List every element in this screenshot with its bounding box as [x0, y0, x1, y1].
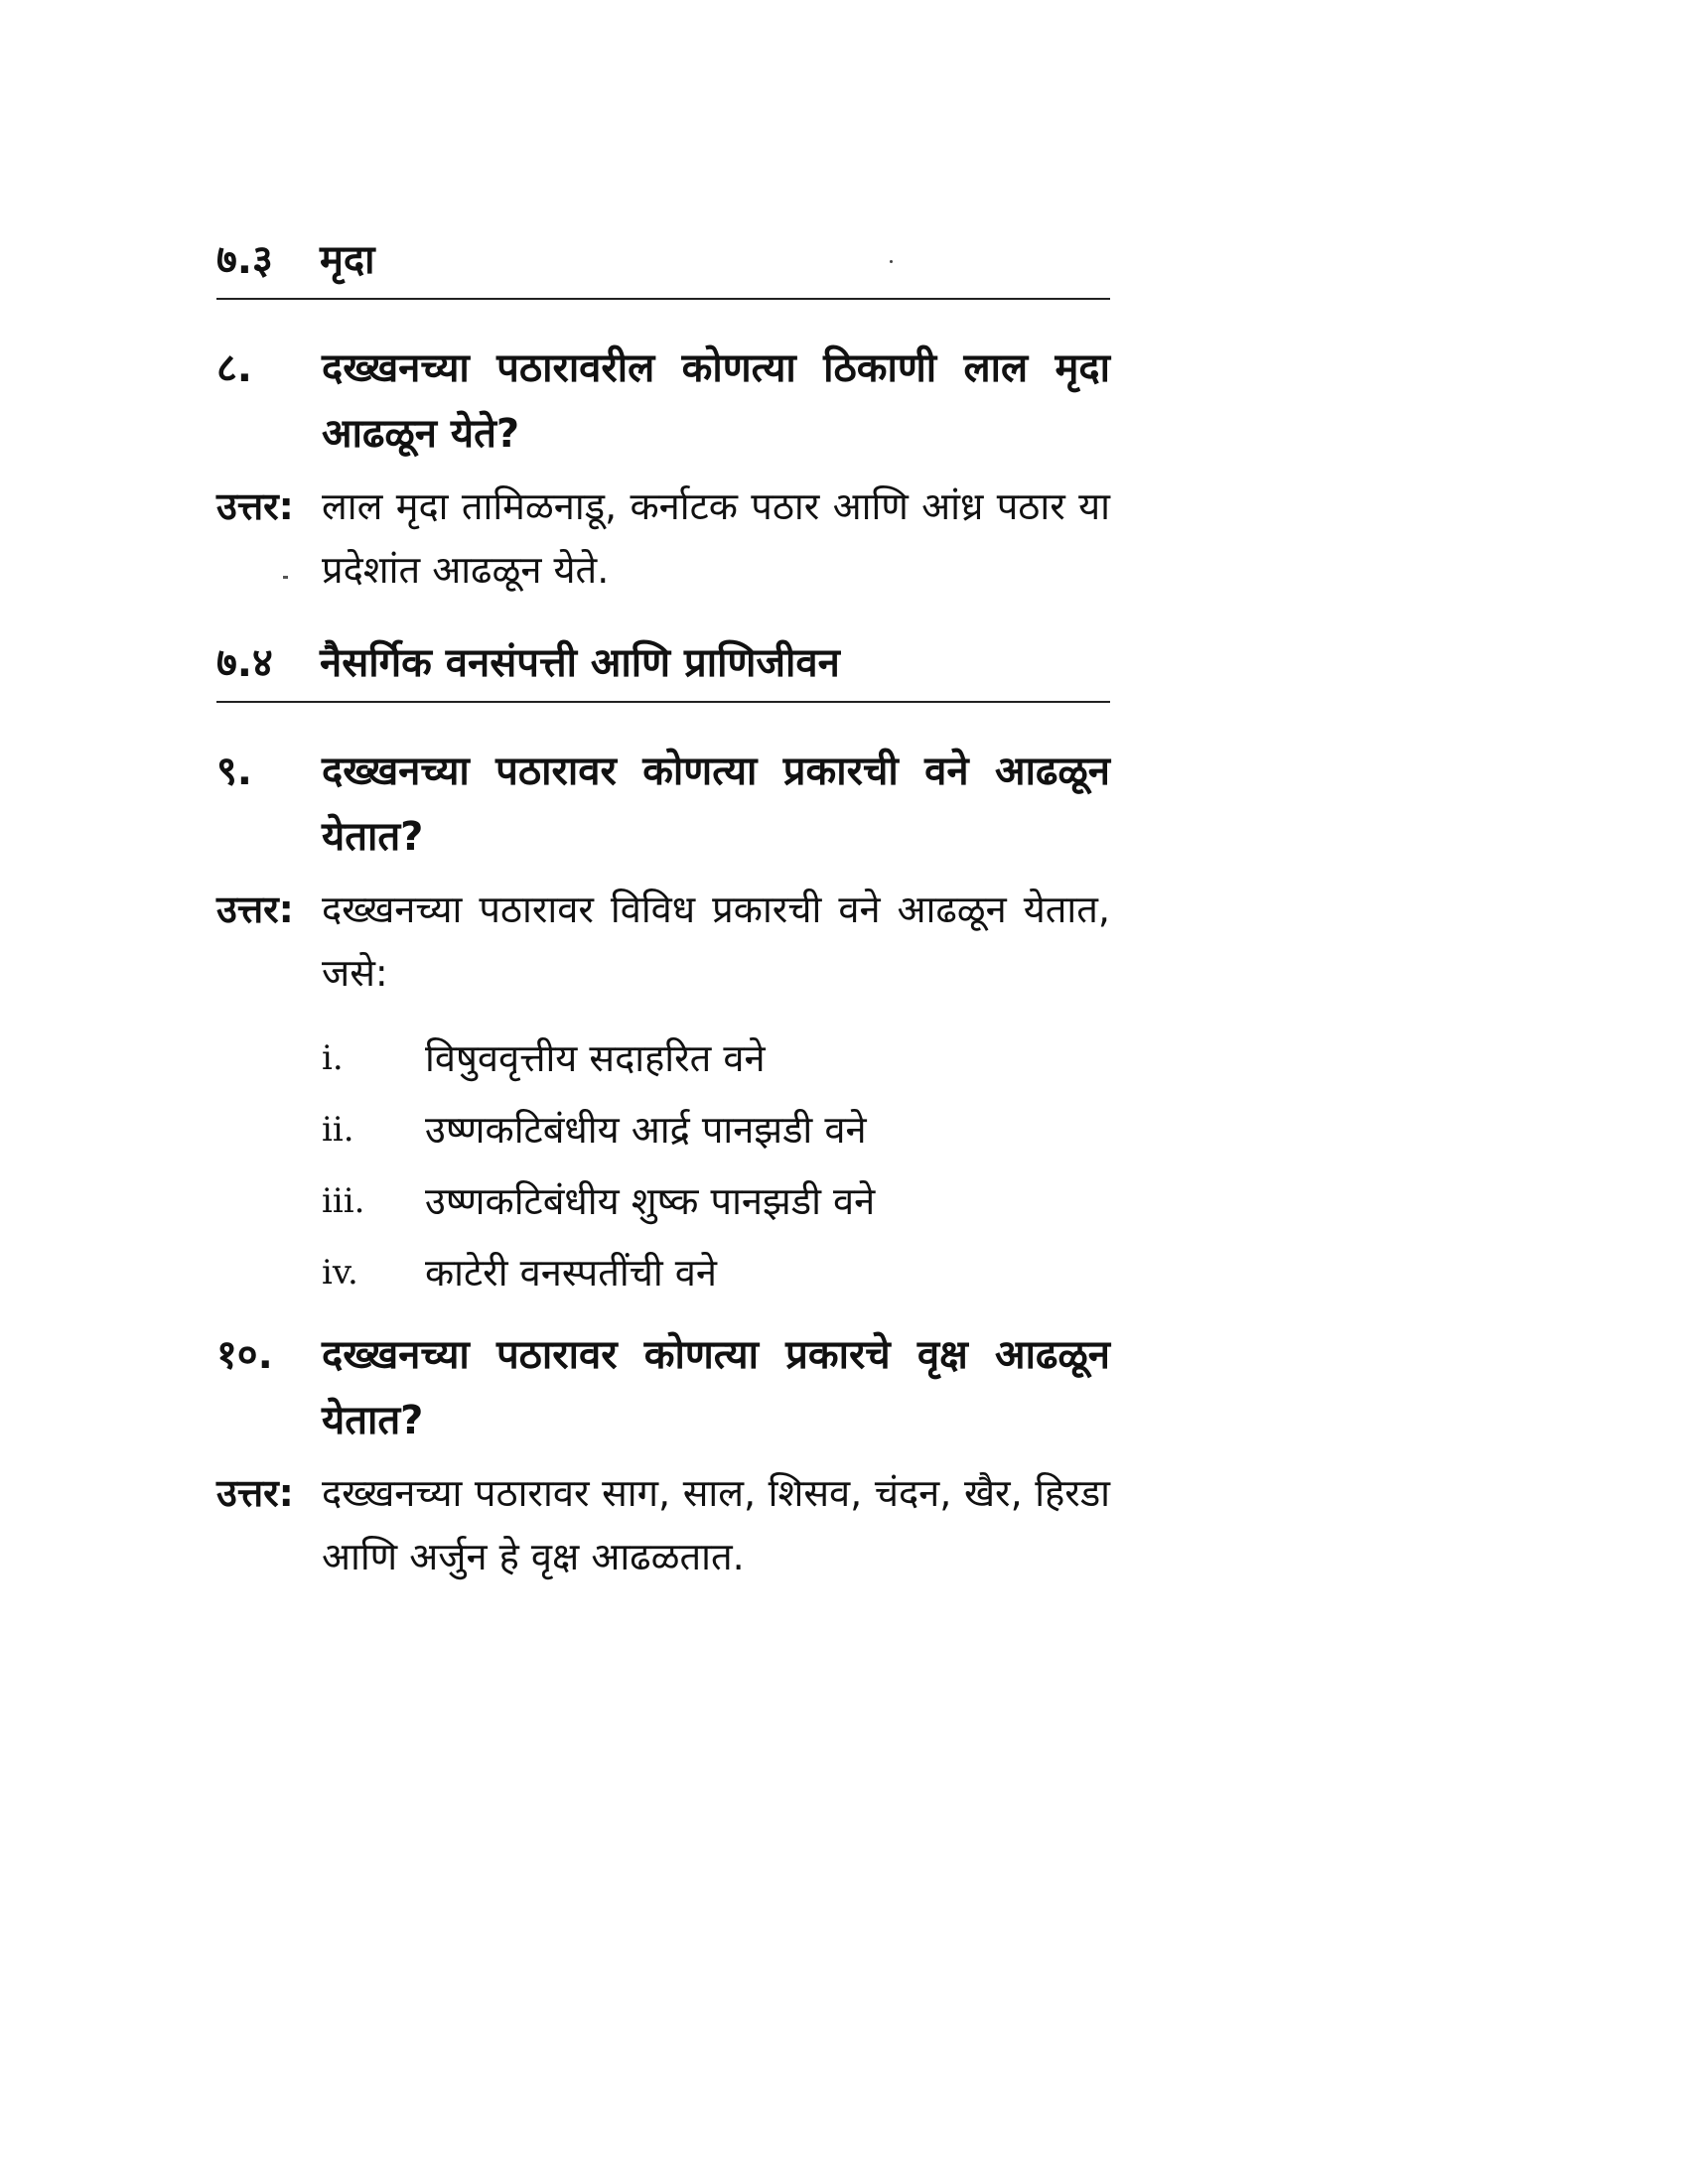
list-item-text: काटेरी वनस्पतींची वने	[425, 1251, 717, 1295]
question-number: ९.	[216, 749, 252, 794]
answer-label: उत्तर:	[216, 887, 294, 931]
list-item-text: उष्णकटिबंधीय शुष्क पानझडी वने	[425, 1179, 876, 1223]
question-text: दख्खनच्या पठारावरील कोणत्या ठिकाणी लाल मृदा आढळून येते?	[322, 345, 1110, 457]
answer-text: दख्खनच्या पठारावर विविध प्रकारची वने आढळून येतात, जसे:	[322, 887, 1110, 995]
question-block	[216, 1322, 1110, 1588]
question-text: दख्खनच्या पठारावर कोणत्या प्रकारचे वृक्ष आढळून येतात?	[322, 1332, 1110, 1443]
section-number: ७.४	[216, 640, 273, 686]
question	[216, 336, 1110, 467]
list-item	[322, 1023, 1110, 1094]
section-title: मृदा	[320, 237, 375, 283]
section-heading	[216, 635, 1110, 703]
speck-mark	[283, 576, 288, 579]
list-item-number: i.	[322, 1038, 344, 1078]
list-item-text: विषुववृत्तीय सदाहरित वने	[425, 1036, 766, 1080]
list-item-number: ii.	[322, 1110, 354, 1150]
answer-label: उत्तर:	[216, 484, 294, 528]
answer-text: लाल मृदा तामिळनाडू, कर्नाटक पठार आणि आंध्र पठार या प्रदेशांत आढळून येते.	[322, 484, 1110, 592]
list-item	[322, 1165, 1110, 1237]
list-item	[322, 1094, 1110, 1165]
question	[216, 1322, 1110, 1453]
answer-label: उत्तर:	[216, 1471, 294, 1515]
question-number: १०.	[216, 1332, 273, 1378]
list-item	[322, 1237, 1110, 1308]
list-item-number: iii.	[322, 1181, 365, 1221]
list-item-number: iv.	[322, 1253, 358, 1293]
answer	[216, 475, 1110, 602]
answer-text: दख्खनच्या पठारावर साग, साल, शिसव, चंदन, खैर, हिरडा आणि अर्जुन हे वृक्ष आढळतात.	[322, 1471, 1110, 1578]
forest-types-list	[322, 1023, 1110, 1308]
section-heading	[216, 232, 1110, 300]
question	[216, 739, 1110, 870]
section-title: नैसर्गिक वनसंपत्ती आणि प्राणिजीवन	[320, 640, 840, 686]
answer	[216, 1461, 1110, 1588]
question-block	[216, 739, 1110, 1308]
answer	[216, 878, 1110, 1308]
section-number: ७.३	[216, 237, 273, 283]
question-block	[216, 336, 1110, 602]
question-text: दख्खनच्या पठारावर कोणत्या प्रकारची वने आढळून येतात?	[322, 749, 1110, 860]
list-item-text: उष्णकटिबंधीय आर्द्र पानझडी वने	[425, 1108, 867, 1152]
question-number: ८.	[216, 345, 252, 391]
